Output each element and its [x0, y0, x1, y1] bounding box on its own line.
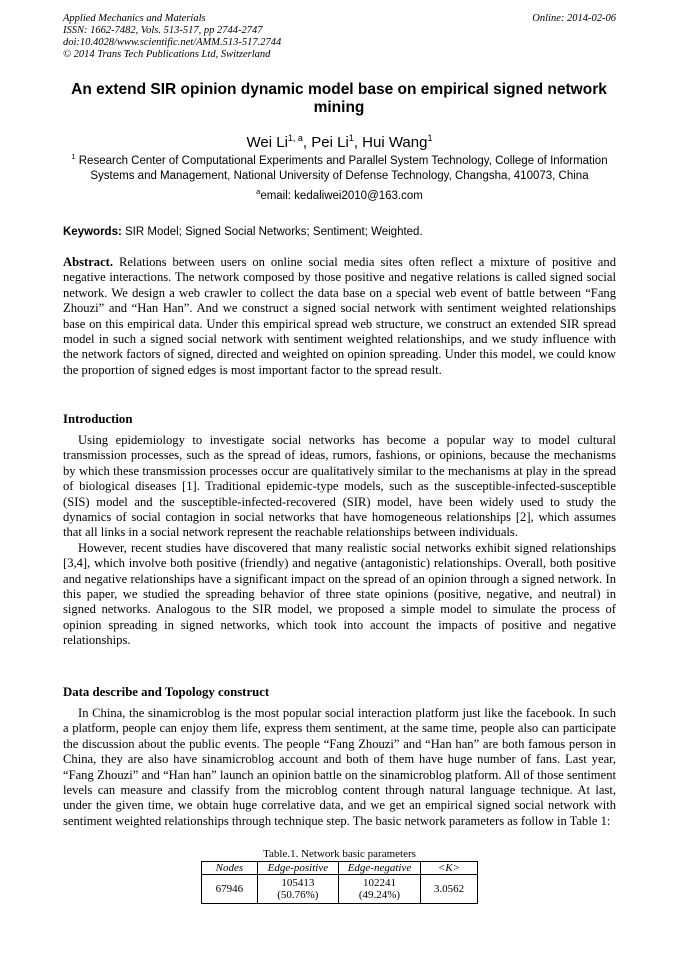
network-parameters-table	[201, 861, 478, 904]
introduction-body	[63, 433, 616, 649]
copyright-line: © 2014 Trans Tech Publications Ltd, Switzerland	[63, 49, 271, 60]
abstract-text: Relations between users on online social media sites often reflect a mixture of positive and negative interactions. The network composed by those positive and negative relations is called signed social network. We design a web crawler to collect the data base on a special web event of battle between “Fang Zhouzi” and “Han Han”. And we construct a signed social network with sentiment weighted relationships base on this empirical data. Under this empirical spread web structure, we construct an extended SIR spread model in such a signed social network with sentiment weighted relationships, and we study influence with the network factors of signed, directed and weighted on opinion spreading. Under this model, we could know the proportion of signed edges is most important factor to the spread result.	[63, 255, 616, 377]
abstract-label: Abstract.	[63, 255, 114, 269]
table-header: Nodes	[202, 862, 258, 875]
author-list: Wei Li$^{1, a}$, Pei Li$^1$, Hui Wang$^1$	[246, 133, 433, 151]
table-cell-avg-degree: 3.0562	[421, 875, 478, 904]
affiliation: $^1$ Research Center of Computational Experiments and Parallel System Technology, College of Information Systems and Management, National University of Defense Technology, Changsha, 410073, China	[71, 152, 608, 182]
table-cell-edge-positive: 105413 (50.76%)	[257, 875, 338, 904]
data-section-body	[63, 706, 616, 829]
author-sup: 1	[427, 133, 433, 143]
journal-header	[63, 13, 616, 61]
abstract	[63, 255, 616, 378]
keywords-label: Keywords:	[63, 226, 122, 238]
keywords	[63, 225, 616, 239]
table-row	[202, 875, 478, 904]
author-name: Pei Li	[311, 134, 349, 151]
online-date: Online: 2014-02-06	[532, 13, 616, 24]
journal-name: Applied Mechanics and Materials	[63, 13, 206, 24]
author-name: Wei Li	[246, 134, 288, 151]
paragraph: In China, the sinamicroblog is the most popular social interaction platform just like the facebook. In such a platform, people can enjoy them life, express them sentiment, at the same time, people also can participate the discussion about the public events. The people “Fang Zhouzi” and “Han han” are both famous person in China, they are also have sinamicroblog account and both of them have huge number of fans. Last year, “Fang Zhouzi” and “Han han” launch an opinion battle on the sinamicroblog platform. All of those sentiment levels can measure and classify from the microblog content through natural language technique. At last, under the given time, we obtain huge correlative data, and we get an empirical signed social network with sentiment weighted relationships through technique step. The basic network parameters as follow in Table 1:	[63, 706, 616, 828]
paragraph: Using epidemiology to investigate social networks has become a popular way to model cultural transmission processes, such as the spread of ideas, rumors, fashions, or opinions, because the mechanisms by which these transmission processes occur are qualitatively similar to the mechanisms at play in the spread of biological diseases [1]. Traditional epidemic-type models, such as the susceptible-infected-susceptible (SIS) model and the susceptible-infected-recovered (SIR) model, have been widely used to study the dynamics of social contagion in social networks that have homogeneous relationships [2], which assumes that all links in a social network represent the reachable relationships between individuals.	[63, 433, 616, 540]
table-header: Edge-negative	[338, 862, 420, 875]
author-sup: 1	[348, 133, 354, 143]
author-sup: 1, a	[287, 133, 303, 143]
table-caption: Table.1. Network basic parameters	[263, 848, 416, 860]
section-heading-data: Data describe and Topology construct	[63, 685, 270, 699]
table-cell-nodes: 67946	[202, 875, 258, 904]
table-header: Edge-positive	[257, 862, 338, 875]
keywords-text: SIR Model; Signed Social Networks; Sentiment; Weighted.	[125, 226, 423, 238]
section-heading-introduction: Introduction	[63, 412, 133, 426]
paragraph: However, recent studies have discovered that many realistic social networks exhibit signed relationships [3,4], which involve both positive (friendly) and negative (antagonistic) relationships. Overall, both positive and negative relationships have a significant impact on the spread of an opinion through a signed network. In this paper, we studied the spreading behavior of three state opinions (positive, negative, and neutral) in signed networks. Analogous to the SIR model, we proposed a simple model to simulate the process of opinion spreading in signed networks, which took into account the impacts of positive and negative relationships.	[63, 540, 616, 648]
doi-line: doi:10.4028/www.scientific.net/AMM.513-517.2744	[63, 37, 282, 48]
table-header-row	[202, 862, 478, 875]
affiliation-block	[63, 149, 616, 204]
table-cell-edge-negative: 102241 (49.24%)	[338, 875, 420, 904]
issn-line: ISSN: 1662-7482, Vols. 513-517, pp 2744-2747	[63, 25, 263, 36]
author-email: $^a$email: kedaliwei2010@163.com	[256, 186, 423, 202]
paper-title: An extend SIR opinion dynamic model base on empirical signed network mining	[71, 81, 607, 116]
author-name: Hui Wang	[362, 134, 428, 151]
table-header: <K>	[421, 862, 478, 875]
